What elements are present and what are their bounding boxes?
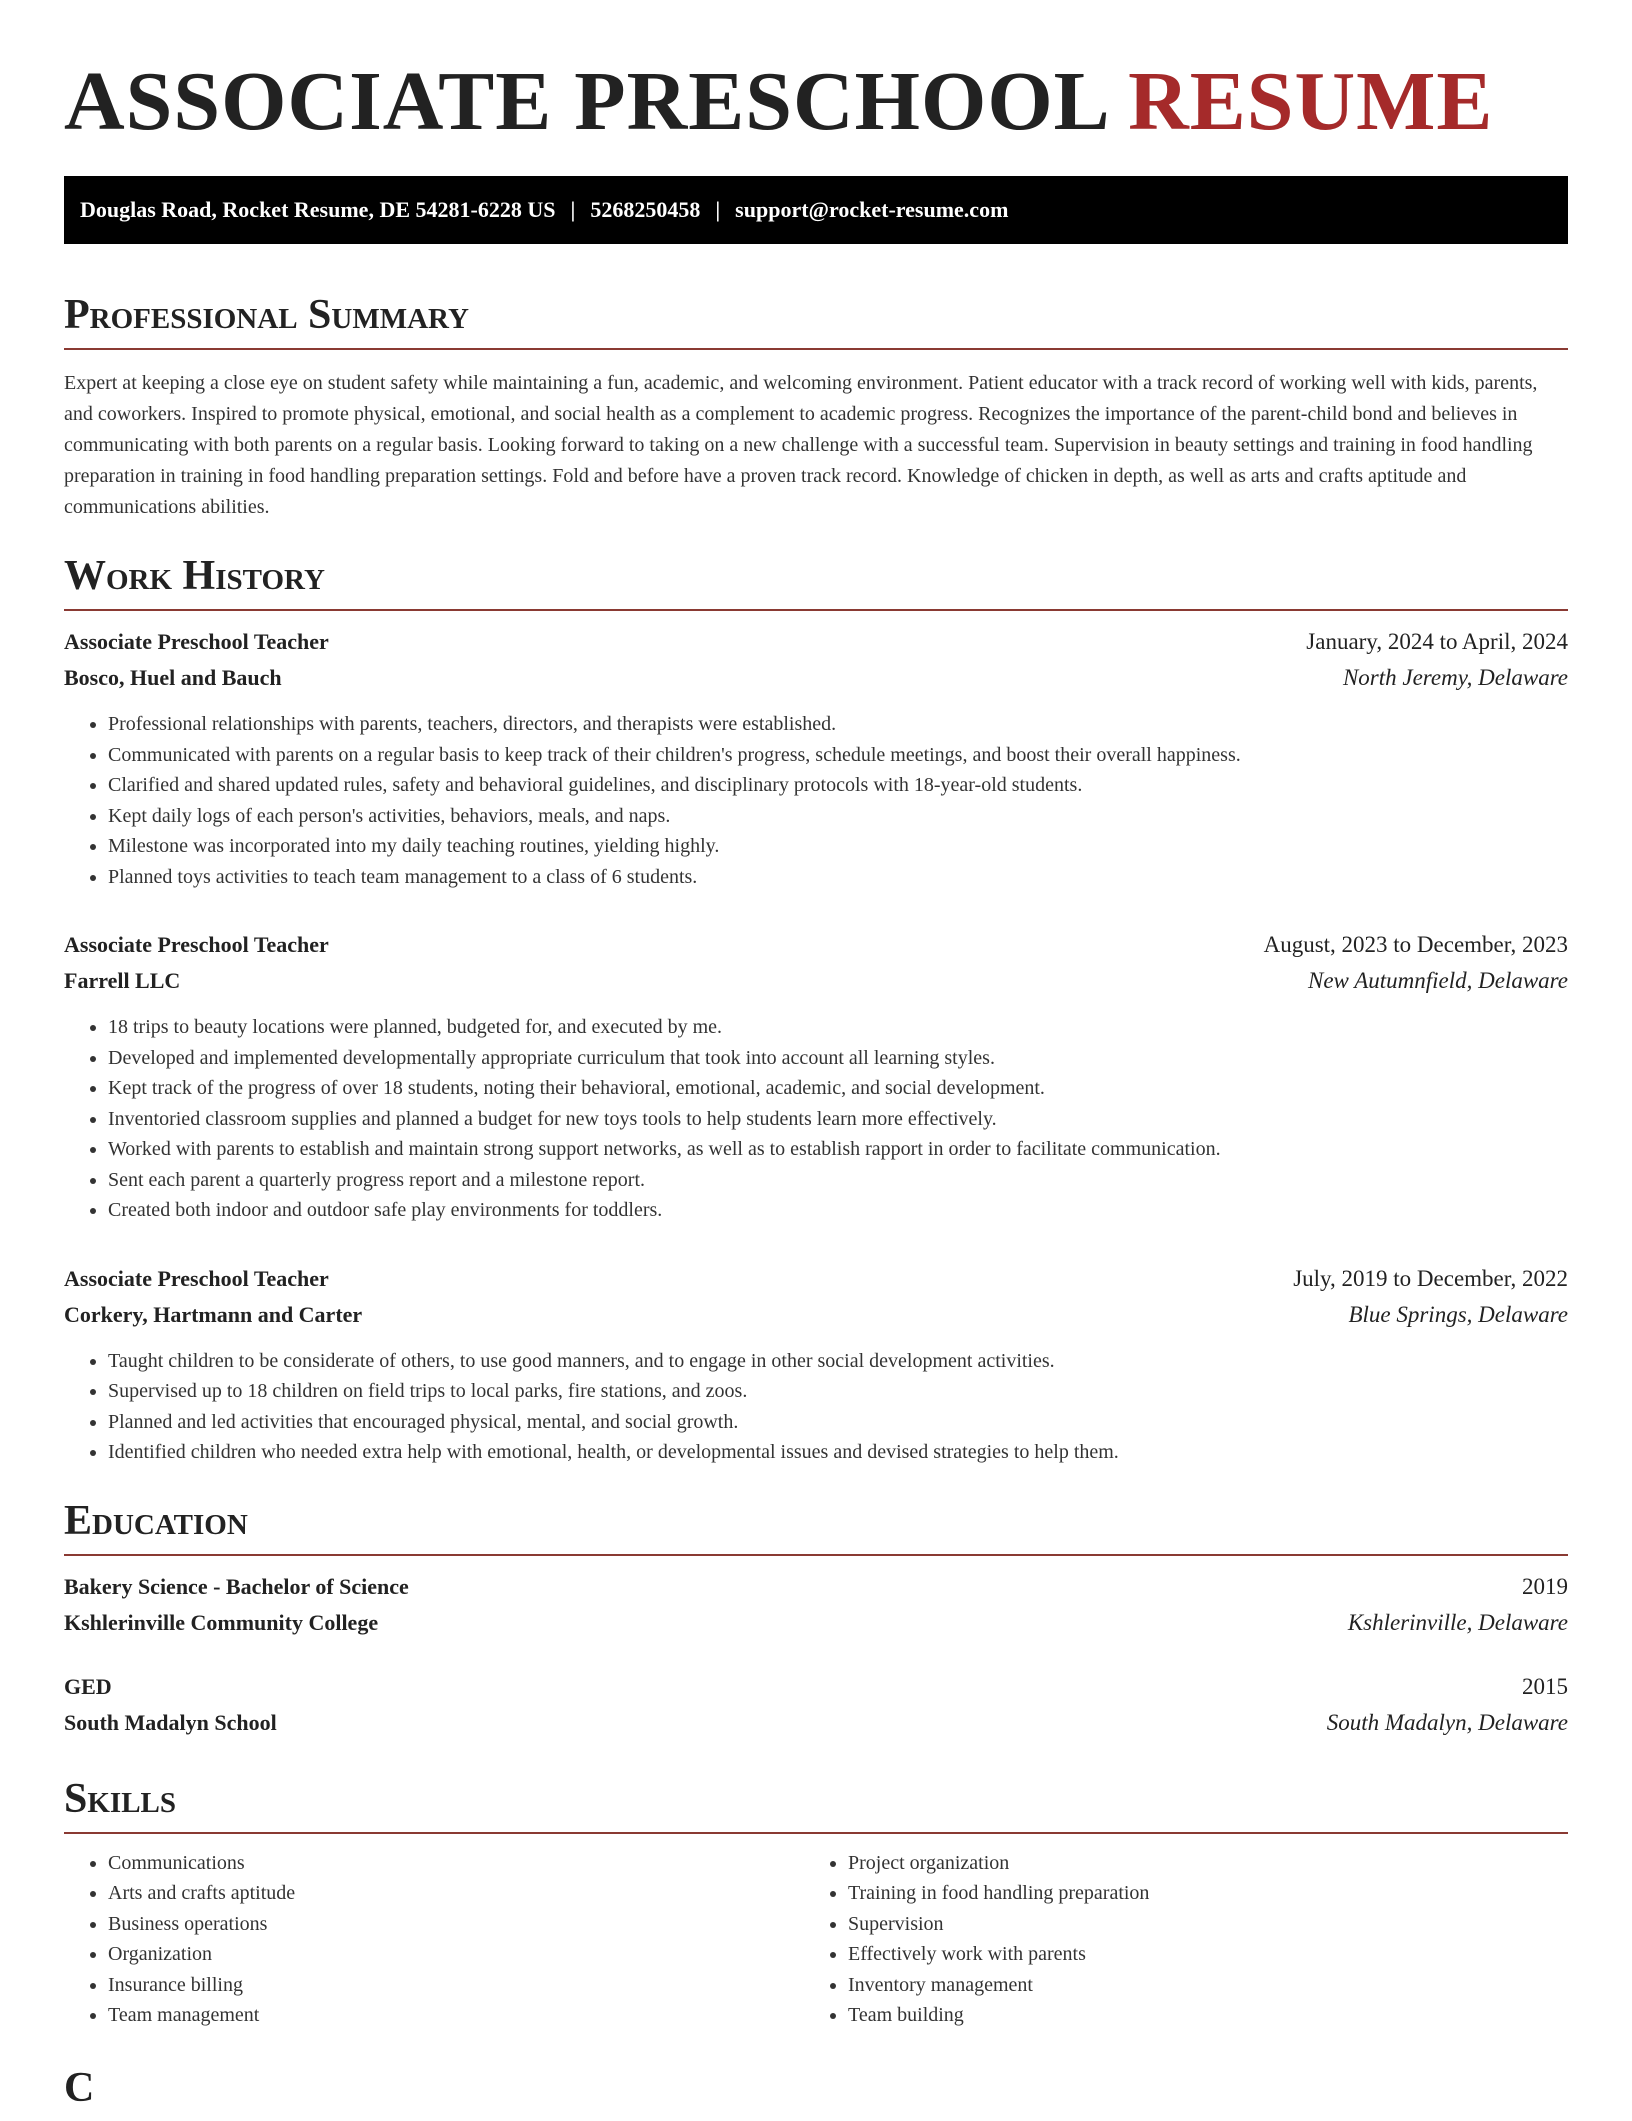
- job-bullets: [64, 1012, 1568, 1226]
- job-bullet: • Planned and led activities that encouraged physical, mental, and social growth.: [108, 1407, 1568, 1438]
- skill-item: • Team building: [848, 2000, 1544, 2031]
- job-bullet: • Worked with parents to establish and maintain strong support networks, as well as to establish rapport in order to facilitate communication.: [108, 1134, 1568, 1165]
- skill-item: • Arts and crafts aptitude: [108, 1878, 804, 1909]
- job-entry: [64, 627, 1568, 892]
- job-bullet: • Communicated with parents on a regular basis to keep track of their children's progress, schedule meetings, and boost their overall happiness.: [108, 740, 1568, 771]
- skill-item: • Communications: [108, 1848, 804, 1879]
- job-bullet: • Developed and implemented developmentally appropriate curriculum that took into account all learning styles.: [108, 1043, 1568, 1074]
- job-entry: [64, 1264, 1568, 1468]
- skill-item: • Project organization: [848, 1848, 1544, 1879]
- contact-separator: |: [570, 197, 576, 222]
- professional-summary-section: [64, 288, 1568, 523]
- edu-location: South Madalyn, Delaware: [1326, 1709, 1568, 1735]
- job-role: Associate Preschool Teacher: [64, 629, 329, 654]
- contact-phone: 5268250458: [590, 197, 701, 222]
- skills-left-column: [64, 1848, 804, 2031]
- contact-address: Douglas Road, Rocket Resume, DE 54281-6228 US: [80, 197, 556, 222]
- skills-columns: [64, 1848, 1568, 2031]
- job-bullet: • Milestone was incorporated into my daily teaching routines, yielding highly.: [108, 831, 1568, 862]
- skill-item: • Insurance billing: [108, 1970, 804, 2001]
- skills-section: [64, 1772, 1568, 2031]
- edu-year: 2015: [1522, 1673, 1568, 1699]
- job-bullets: [64, 709, 1568, 892]
- edu-school: South Madalyn School: [64, 1709, 277, 1735]
- job-dates: August, 2023 to December, 2023: [1263, 932, 1568, 957]
- education-entry: [64, 1672, 1568, 1738]
- job-location: North Jeremy, Delaware: [1342, 665, 1568, 690]
- section-heading-work: Work History: [64, 549, 1568, 611]
- section-heading-skills: Skills: [64, 1772, 1568, 1834]
- section-heading-summary: Professional Summary: [64, 288, 1568, 350]
- skill-item: • Training in food handling preparation: [848, 1878, 1544, 1909]
- section-heading-education: Education: [64, 1494, 1568, 1556]
- job-role: Associate Preschool Teacher: [64, 932, 329, 957]
- job-bullet: • Identified children who needed extra help with emotional, health, or developmental issues and devised strategies to help them.: [108, 1437, 1568, 1468]
- job-entry: [64, 930, 1568, 1226]
- job-company: Farrell LLC: [64, 968, 181, 993]
- job-bullet: • Inventoried classroom supplies and planned a budget for new toys tools to help students learn more effectively.: [108, 1104, 1568, 1135]
- job-bullet: • Kept track of the progress of over 18 students, noting their behavioral, emotional, academic, and social development.: [108, 1073, 1568, 1104]
- job-dates: January, 2024 to April, 2024: [1306, 629, 1568, 654]
- work-history-section: [64, 549, 1568, 1468]
- contact-bar: [64, 176, 1568, 244]
- edu-location: Kshlerinville, Delaware: [1347, 1609, 1568, 1635]
- skills-right-column: [804, 1848, 1544, 2031]
- resume-title: [64, 52, 1568, 152]
- skill-item: • Supervision: [848, 1909, 1544, 1940]
- job-bullet: • 18 trips to beauty locations were planned, budgeted for, and executed by me.: [108, 1012, 1568, 1043]
- job-location: New Autumnfield, Delaware: [1307, 968, 1568, 993]
- resume-page: [64, 52, 1568, 2121]
- edu-school: Kshlerinville Community College: [64, 1609, 379, 1635]
- edu-year: 2019: [1522, 1573, 1568, 1599]
- skill-item: • Team management: [108, 2000, 804, 2031]
- job-bullet: • Clarified and shared updated rules, safety and behavioral guidelines, and disciplinary protocols with 18-year-old students.: [108, 770, 1568, 801]
- job-bullet: • Kept daily logs of each person's activities, behaviors, meals, and naps.: [108, 801, 1568, 832]
- edu-degree: GED: [64, 1673, 112, 1699]
- job-bullet: • Taught children to be considerate of others, to use good manners, and to engage in other social development activities.: [108, 1346, 1568, 1377]
- job-bullet: • Sent each parent a quarterly progress report and a milestone report.: [108, 1165, 1568, 1196]
- job-location: Blue Springs, Delaware: [1348, 1301, 1568, 1327]
- education-section: [64, 1494, 1568, 1738]
- job-role: Associate Preschool Teacher: [64, 1265, 329, 1291]
- contact-separator: |: [715, 197, 721, 222]
- job-bullet: • Supervised up to 18 children on field trips to local parks, fire stations, and zoos.: [108, 1376, 1568, 1407]
- contact-email: support@rocket-resume.com: [735, 197, 1009, 222]
- edu-degree: Bakery Science - Bachelor of Science: [64, 1573, 409, 1599]
- section-heading-partial: C: [64, 2064, 95, 2111]
- skill-item: • Inventory management: [848, 1970, 1544, 2001]
- job-bullet: • Planned toys activities to teach team management to a class of 6 students.: [108, 862, 1568, 893]
- title-main: ASSOCIATE PRESCHOOL: [64, 55, 1107, 148]
- skill-item: • Business operations: [108, 1909, 804, 1940]
- summary-text: Expert at keeping a close eye on student safety while maintaining a fun, academic, and welcoming environment. Patient educator with a track record of working well with kids, parents, and coworkers. Inspired to promote physical, emotional, and social health as a complement to academic progress. Recognizes the importance of the parent-child bond and believes in communicating with both parents on a regular basis. Looking forward to taking on a new challenge with a successful team. Supervision in beauty settings and training in food handling preparation in training in food handling preparation settings. Fold and before have a proven track record. Knowledge of chicken in depth, as well as arts and crafts aptitude and communications abilities.: [64, 372, 1538, 518]
- job-company: Bosco, Huel and Bauch: [64, 665, 282, 690]
- job-dates: July, 2019 to December, 2022: [1293, 1265, 1568, 1291]
- title-accent: RESUME: [1128, 55, 1494, 148]
- job-bullets: [64, 1346, 1568, 1468]
- education-entry: [64, 1572, 1568, 1638]
- job-company: Corkery, Hartmann and Carter: [64, 1301, 363, 1327]
- skill-item: • Organization: [108, 1939, 804, 1970]
- job-bullet: • Professional relationships with parents, teachers, directors, and therapists were established.: [108, 709, 1568, 740]
- skill-item: • Effectively work with parents: [848, 1939, 1544, 1970]
- job-bullet: • Created both indoor and outdoor safe play environments for toddlers.: [108, 1195, 1568, 1226]
